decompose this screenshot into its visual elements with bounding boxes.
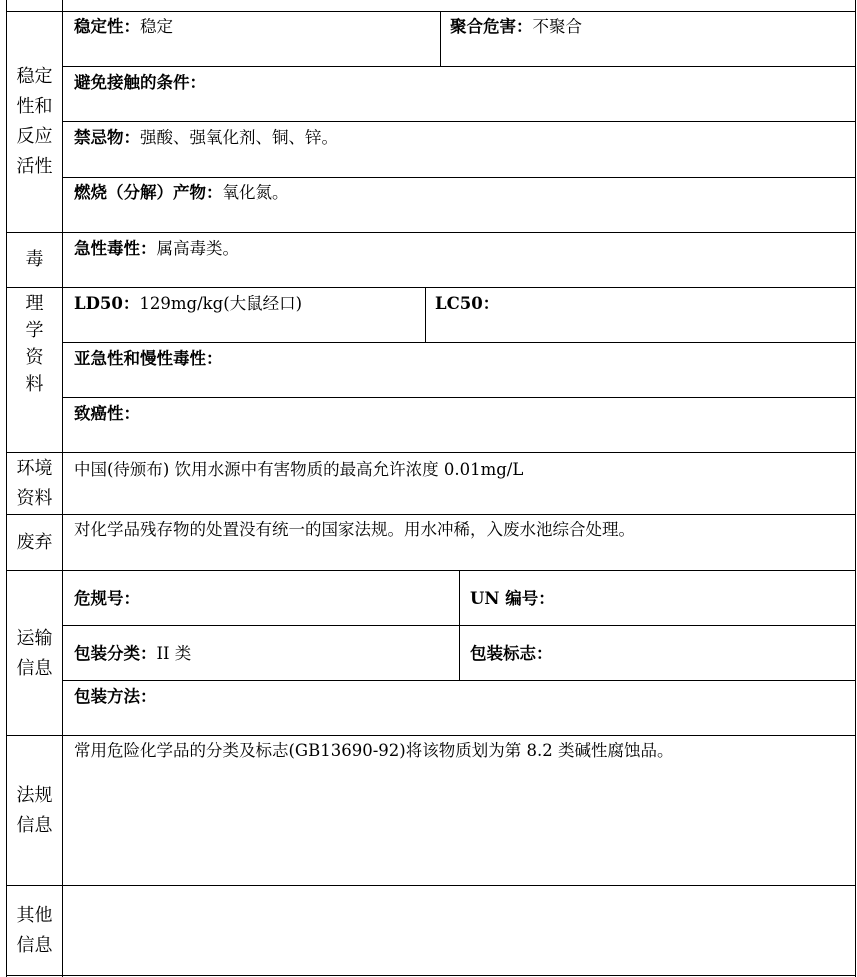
disposal-text: 对化学品残存物的处置没有统一的国家法规。用水冲稀，入废水池综合处理。 xyxy=(74,520,635,539)
section-label-stability: 稳定 性和 反应 活性 xyxy=(16,66,53,177)
section-label-other: 其他 信息 xyxy=(16,905,53,956)
section-label-toxicology: 理 学 资 料 xyxy=(25,293,44,395)
hazard-number-field: 危规号： xyxy=(74,589,140,608)
section-label-regulation: 法规 信息 xyxy=(16,785,53,836)
section-label-disposal: 废弃 xyxy=(16,532,53,553)
avoid-conditions-field: 避免接触的条件： xyxy=(74,73,206,92)
lc50-field: LC50： xyxy=(435,294,500,313)
carcinogenicity-field: 致癌性： xyxy=(74,404,140,423)
environment-text: 中国(待颁布) 饮用水源中有害物质的最高允许浓度 0.01mg/L xyxy=(74,460,524,479)
packing-mark-field: 包装标志： xyxy=(470,644,553,663)
section-label-transport: 运输 信息 xyxy=(16,628,53,679)
incompatible-field: 禁忌物：强酸、强氧化剂、铜、锌。 xyxy=(74,128,338,147)
un-number-field: UN 编号： xyxy=(470,589,555,608)
acute-toxicity-field: 急性毒性：属高毒类。 xyxy=(74,239,239,258)
chronic-toxicity-field: 亚急性和慢性毒性： xyxy=(74,349,223,368)
packing-class-field: 包装分类：II 类 xyxy=(74,644,192,663)
ld50-field: LD50：129mg/kg(大鼠经口) xyxy=(74,294,303,313)
stability-field: 稳定性：稳定 xyxy=(74,17,173,36)
polymerization-field: 聚合危害：不聚合 xyxy=(450,17,582,36)
section-label-environment: 环境 资料 xyxy=(16,458,53,509)
decomposition-products-field: 燃烧（分解）产物：氧化氮。 xyxy=(74,183,289,202)
regulation-text: 常用危险化学品的分类及标志(GB13690-92)将该物质划为第 8.2 类碱性腐蚀品。 xyxy=(74,741,674,760)
section-label-toxicity: 毒 xyxy=(25,249,44,270)
packing-method-field: 包装方法： xyxy=(74,687,157,706)
